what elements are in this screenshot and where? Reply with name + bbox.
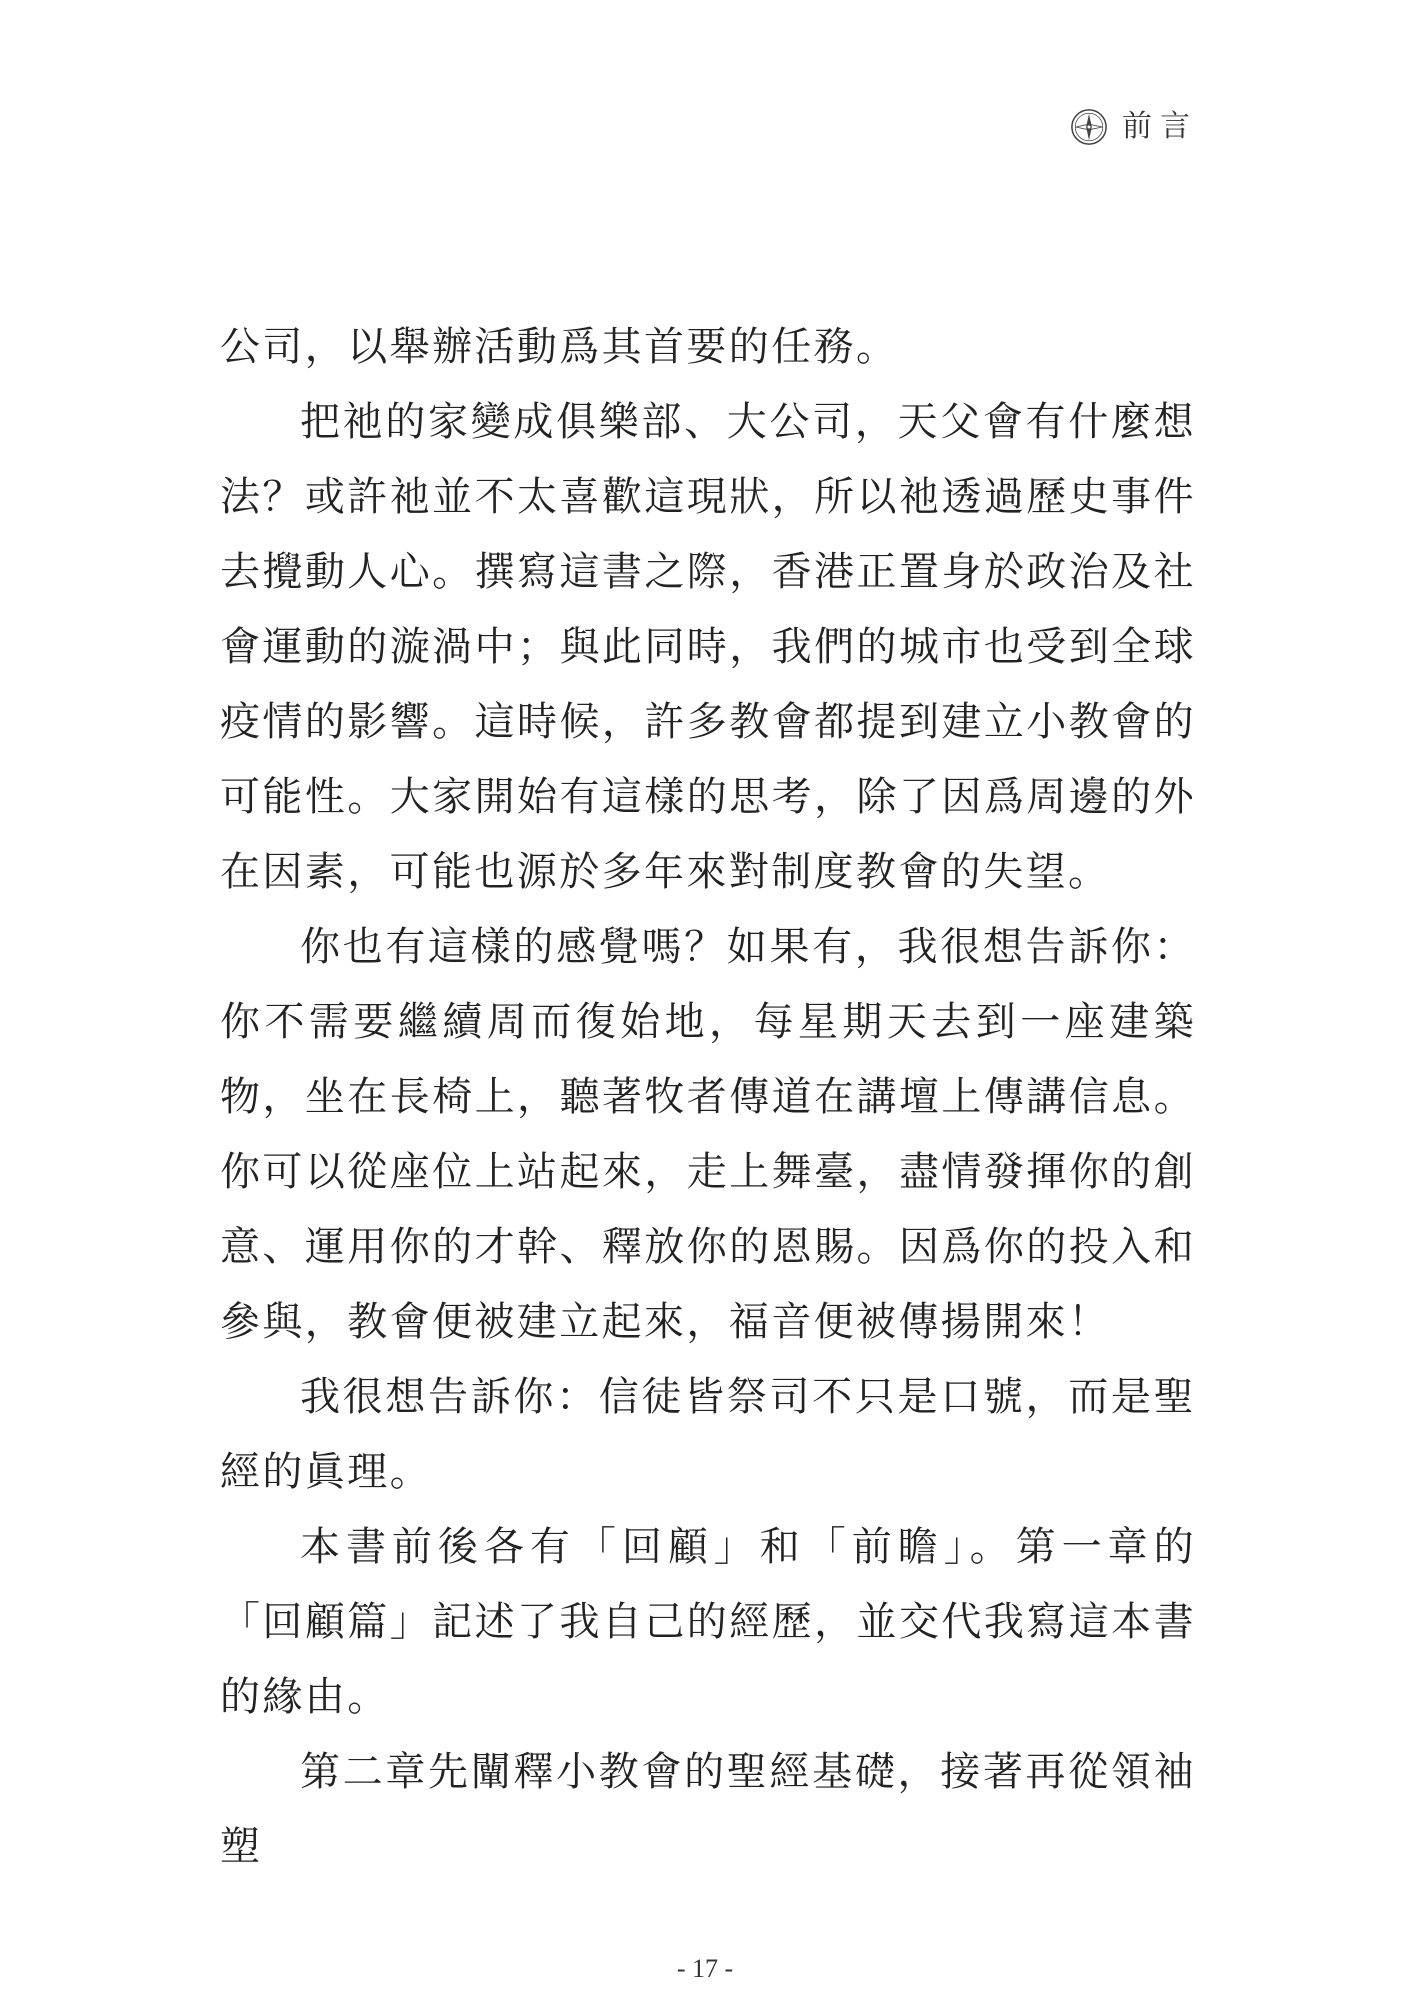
paragraph: 把祂的家變成俱樂部、大公司，天父會有什麼想法？或許祂並不太喜歡這現狀，所以祂透過歷史事件去攪動人心。撰寫這書之際，香港正置身於政治及社會運動的漩渦中；與此同時，我們的城市也受到全球疫情的影響。這時候，許多教會都提到建立小教會的可能性。大家開始有這樣的思考，除了因爲周邊的外在因素，可能也源於多年來對制度教會的失望。 xyxy=(220,399,1196,895)
compass-icon xyxy=(1070,108,1108,146)
page-number: - 17 - xyxy=(676,1954,734,1983)
paragraph: 本書前後各有「回顧」和「前瞻」。第一章的「回顧篇」記述了我自己的經歷，並交代我寫這本書的緣由。 xyxy=(220,1524,1196,1720)
running-header xyxy=(1070,108,1198,146)
paragraph: 第二章先闡釋小教會的聖經基礎，接著再從領袖塑 xyxy=(220,1749,1196,1870)
section-title: 前言 xyxy=(1122,109,1198,144)
paragraph: 公司，以舉辦活動爲其首要的任務。 xyxy=(220,324,899,370)
paragraph: 你也有這樣的感覺嗎？如果有，我很想告訴你：你不需要繼續周而復始地，每星期天去到一座建築物，坐在長椅上，聽著牧者傳道在講壇上傳講信息。你可以從座位上站起來，走上舞臺，盡情發揮你的創意、運用你的才幹、釋放你的恩賜。因爲你的投入和參與，教會便被建立起來，福音便被傳揚開來！ xyxy=(220,924,1196,1345)
paragraph: 我很想告訴你：信徒皆祭司不只是口號，而是聖經的眞理。 xyxy=(220,1374,1196,1495)
body-text xyxy=(220,310,1196,1885)
